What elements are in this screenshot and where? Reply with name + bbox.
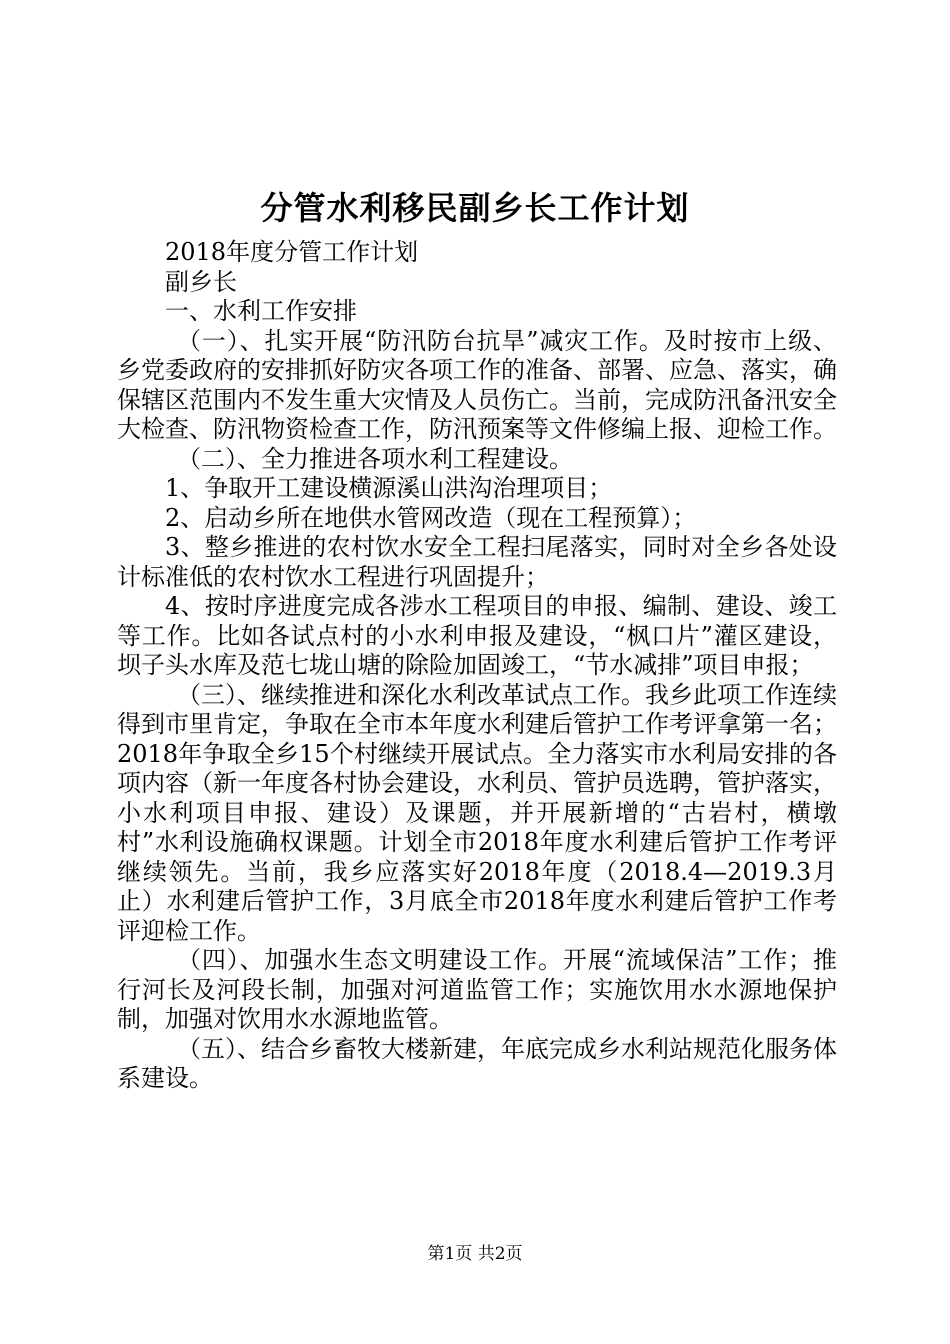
section-heading-water: 一、水利工作安排 [165, 297, 357, 325]
paragraph-plan-year: 2018年度分管工作计划 [165, 238, 419, 266]
document-body [117, 238, 837, 1094]
paragraph-item-2: （二）、全力推进各项水利工程建设。 [177, 444, 573, 473]
page-number: 第1页 共2页 [427, 1244, 523, 1264]
paragraph-item-3: （三）、继续推进和深化水利改革试点工作。我乡此项工作连续得到市里肯定，争取在全市本年度水利建后管护工作考评拿第一名；2018年争取全乡15个村继续开展试点。全力落实市水利局安排的各项内容（新一年度各村协会建设，水利员、管护员选聘，管护落实，小水利项目申报、建设）及课题，并开展新增的“古岩村，横墩村”水利设施确权课题。计划全市2018年度水利建后管护工作考评继续领先。当前，我乡应落实好2018年度（2018.4—2019.3月止）水利建后管护工作，3月底全市2018年度水利建后管护工作考评迎检工作。 [117, 680, 837, 945]
paragraph-subitem-1: 1、争取开工建设横源溪山洪沟治理项目； [165, 474, 613, 502]
paragraph-item-1: （一）、扎实开展“防汛防台抗旱”减灾工作。及时按市上级、乡党委政府的安排抓好防灾各项工作的准备、部署、应急、落实，确保辖区范围内不发生重大灾情及人员伤亡。当前，完成防汛备汛安全大检查、防汛物资检查工作，防汛预案等文件修编上报、迎检工作。 [117, 326, 837, 443]
document-title: 分管水利移民副乡长工作计划 [260, 189, 690, 227]
paragraph-subitem-3: 3、整乡推进的农村饮水安全工程扫尾落实，同时对全乡各处设计标准低的农村饮水工程进行巩固提升； [117, 533, 837, 591]
paragraph-item-4: （四）、加强水生态文明建设工作。开展“流域保洁”工作；推行河长及河段长制，加强对河道监管工作；实施饮用水水源地保护制，加强对饮用水水源地监管。 [117, 946, 837, 1033]
paragraph-item-5: （五）、结合乡畜牧大楼新建，年底完成乡水利站规范化服务体系建设。 [117, 1034, 837, 1092]
paragraph-author-role: 副乡长 [165, 267, 237, 296]
paragraph-subitem-4: 4、按时序进度完成各涉水工程项目的申报、编制、建设、竣工等工作。比如各试点村的小水利申报及建设，“枫口片”灌区建设，坝子头水库及范七垅山塘的除险加固竣工，“节水减排”项目申报； [117, 592, 837, 679]
paragraph-subitem-2: 2、启动乡所在地供水管网改造（现在工程预算）； [165, 503, 697, 532]
